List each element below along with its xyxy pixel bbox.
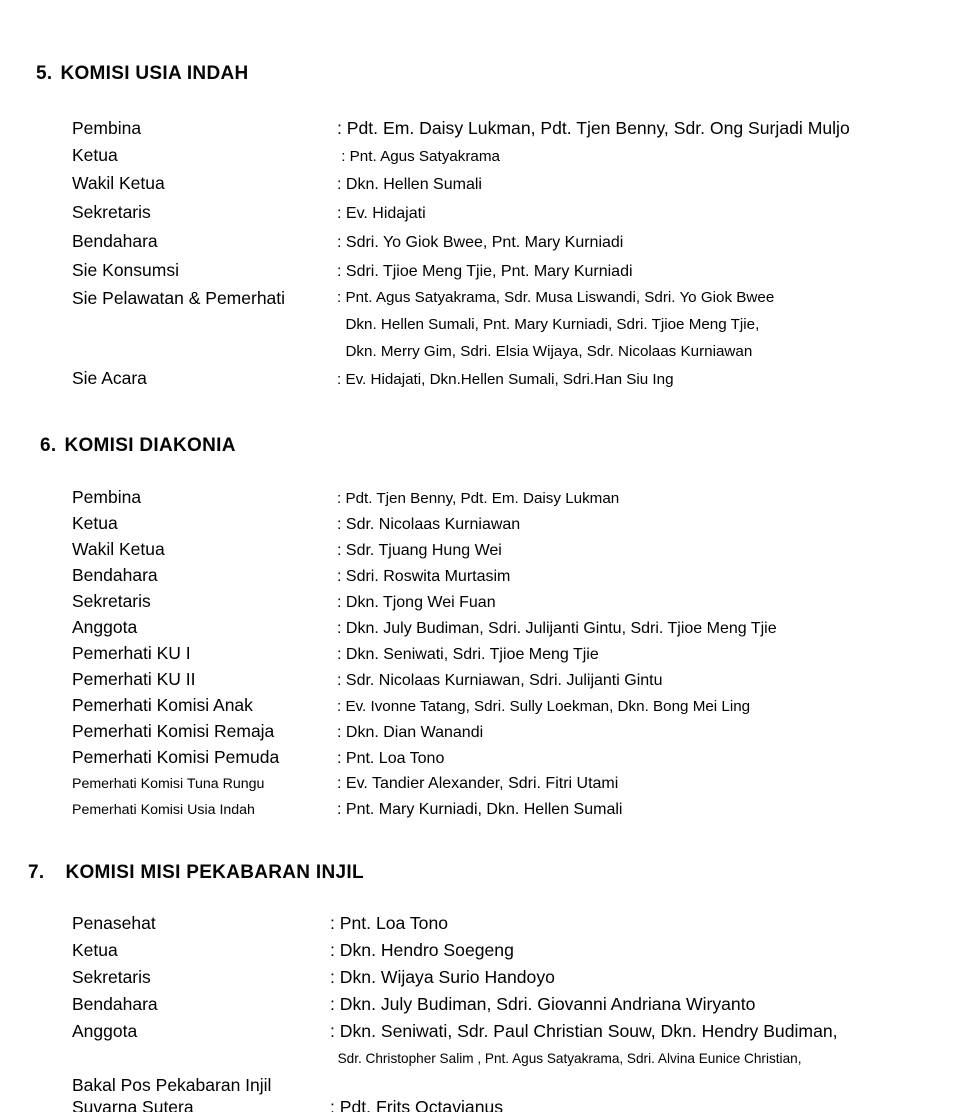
committee-row bbox=[72, 589, 979, 615]
member-names-line: : Sdri. Tjioe Meng Tjie, Pnt. Mary Kurniadi bbox=[337, 262, 633, 280]
member-names-line: : Pnt. Loa Tono bbox=[330, 913, 449, 934]
member-names-line: : Pdt. Frits Octavianus bbox=[330, 1096, 504, 1112]
member-names bbox=[330, 910, 979, 937]
member-names-line: : Sdr. Nicolaas Kurniawan, Sdri. Julijanti Gintu bbox=[337, 672, 663, 690]
committee-row bbox=[72, 228, 979, 257]
section-komisi-diakonia bbox=[0, 434, 979, 823]
member-names bbox=[337, 230, 979, 257]
member-names-line: Dkn. Hellen Sumali, Pnt. Mary Kurniadi, Sdri. Tjioe Meng Tjie, bbox=[337, 315, 760, 333]
role-label: Penasehat bbox=[72, 913, 156, 934]
committee-row bbox=[72, 797, 979, 823]
member-names bbox=[337, 144, 979, 171]
member-names bbox=[337, 694, 979, 719]
member-names-line: : Pdt. Tjen Benny, Pdt. Em. Daisy Lukman bbox=[337, 490, 620, 508]
role-label: Ketua bbox=[72, 513, 118, 534]
role-label: Pembina bbox=[72, 487, 142, 508]
member-names-line: : Pnt. Agus Satyakrama bbox=[337, 147, 500, 165]
member-names-line: : Dkn. Hendro Soegeng bbox=[330, 940, 514, 961]
role-label: Pembina bbox=[72, 118, 142, 138]
member-names bbox=[330, 964, 979, 991]
section-heading bbox=[28, 861, 979, 885]
section-heading bbox=[40, 434, 979, 458]
member-names-line: : Dkn. Dian Wanandi bbox=[337, 724, 484, 742]
member-names bbox=[337, 564, 979, 589]
committee-row bbox=[72, 745, 979, 771]
role-label: Sie Konsumsi bbox=[72, 259, 179, 280]
role-label: Pemerhati KU I bbox=[72, 643, 191, 664]
member-names bbox=[337, 512, 979, 537]
member-names-line: : Ev. Ivonne Tatang, Sdri. Sully Loekman, Dkn. Bong Mei Ling bbox=[337, 698, 751, 716]
member-names-line: : Pnt. Loa Tono bbox=[337, 750, 445, 768]
role-label: Pemerhati Komisi Pemuda bbox=[72, 747, 280, 768]
committee-row bbox=[72, 199, 979, 228]
committee-row bbox=[72, 537, 979, 563]
committee-row bbox=[72, 485, 979, 511]
role-label: Sie Acara bbox=[72, 368, 147, 389]
section-number: 6. bbox=[40, 435, 57, 457]
member-names bbox=[337, 642, 979, 667]
committee-row bbox=[72, 365, 979, 394]
member-names bbox=[337, 771, 979, 796]
section-title: KOMISI USIA INDAH bbox=[60, 63, 249, 84]
member-names bbox=[337, 367, 979, 394]
member-names bbox=[330, 937, 979, 964]
section-komisi-misi-pekabaran-injil bbox=[0, 861, 979, 1112]
committee-row bbox=[72, 142, 979, 171]
committee-row bbox=[72, 693, 979, 719]
section-rows bbox=[0, 485, 979, 823]
role-label: Bendahara bbox=[72, 565, 158, 586]
committee-row bbox=[72, 964, 979, 991]
member-names-line: Sdr. Christopher Salim , Pnt. Agus Satyakrama, Sdri. Alvina Eunice Christian, bbox=[330, 1051, 802, 1067]
role-label: Bendahara bbox=[72, 230, 158, 251]
member-names bbox=[337, 616, 979, 641]
member-names-line: : Ev. Hidajati, Dkn.Hellen Sumali, Sdri.Han Siu Ing bbox=[337, 371, 674, 389]
committee-row bbox=[72, 285, 979, 365]
role-label-line: Bakal Pos Pekabaran Injil bbox=[72, 1075, 272, 1096]
committee-row bbox=[72, 771, 979, 797]
role-label: Sie Pelawatan & Pemerhati bbox=[72, 288, 286, 309]
section-number: 7. bbox=[28, 862, 45, 884]
section-number: 5. bbox=[36, 63, 53, 84]
committee-row bbox=[72, 1075, 979, 1112]
member-names-line: : Sdri. Roswita Murtasim bbox=[337, 568, 511, 586]
member-names-line: : Sdri. Yo Giok Bwee, Pnt. Mary Kurniadi bbox=[337, 233, 624, 251]
member-names bbox=[337, 538, 979, 563]
member-names-line: : Pdt. Em. Daisy Lukman, Pdt. Tjen Benny, Sdr. Ong Surjadi Muljo bbox=[337, 118, 850, 138]
section-heading bbox=[36, 62, 979, 86]
member-names bbox=[337, 746, 979, 771]
member-names-line: : Dkn. July Budiman, Sdri. Giovanni Andriana Wiryanto bbox=[330, 994, 756, 1015]
member-names bbox=[330, 991, 979, 1018]
member-names bbox=[337, 285, 979, 365]
member-names bbox=[337, 720, 979, 745]
member-names-line: : Dkn. Hellen Sumali bbox=[337, 176, 482, 194]
committee-row bbox=[72, 257, 979, 286]
committee-row bbox=[72, 937, 979, 964]
committee-row bbox=[72, 170, 979, 199]
member-names-line: : Dkn. Seniwati, Sdr. Paul Christian Souw, Dkn. Hendry Budiman, bbox=[330, 1021, 838, 1042]
committee-row bbox=[72, 910, 979, 937]
committee-row bbox=[72, 563, 979, 589]
member-names bbox=[337, 590, 979, 615]
role-label-line: Suvarna Sutera bbox=[72, 1096, 194, 1112]
member-names-line: : Sdr. Nicolaas Kurniawan bbox=[337, 516, 521, 534]
member-names-line: : Ev. Tandier Alexander, Sdri. Fitri Utami bbox=[337, 775, 619, 793]
committee-row bbox=[72, 115, 979, 142]
committee-row bbox=[72, 641, 979, 667]
role-label: Sekretaris bbox=[72, 591, 151, 612]
role-label: Bendahara bbox=[72, 994, 158, 1015]
committee-row bbox=[72, 1018, 979, 1072]
member-names-line: : Ev. Hidajati bbox=[337, 205, 426, 223]
member-names bbox=[337, 259, 979, 286]
role-label: Ketua bbox=[72, 144, 118, 165]
section-rows bbox=[0, 115, 979, 394]
role-label: Pemerhati Komisi Anak bbox=[72, 695, 253, 716]
member-names bbox=[330, 1018, 979, 1072]
member-names bbox=[337, 486, 979, 511]
committee-row bbox=[72, 667, 979, 693]
committee-row bbox=[72, 511, 979, 537]
role-label: Pemerhati KU II bbox=[72, 669, 196, 690]
member-names-line: : Dkn. Tjong Wei Fuan bbox=[337, 594, 496, 612]
member-names-line: : Pnt. Agus Satyakrama, Sdr. Musa Liswandi, Sdri. Yo Giok Bwee bbox=[337, 289, 775, 307]
section-title: KOMISI MISI PEKABARAN INJIL bbox=[65, 862, 364, 884]
member-names bbox=[330, 1097, 979, 1112]
member-names bbox=[337, 797, 979, 822]
member-names bbox=[337, 668, 979, 693]
committee-row bbox=[72, 719, 979, 745]
member-names bbox=[337, 172, 979, 199]
role-label: Sekretaris bbox=[72, 202, 151, 223]
member-names-line: : Dkn. July Budiman, Sdri. Julijanti Gintu, Sdri. Tjioe Meng Tjie bbox=[337, 620, 777, 638]
role-label bbox=[72, 1075, 330, 1112]
role-label: Pemerhati Komisi Tuna Rungu bbox=[72, 776, 265, 793]
role-label: Pemerhati Komisi Remaja bbox=[72, 721, 275, 742]
committee-row bbox=[72, 991, 979, 1018]
role-label: Sekretaris bbox=[72, 967, 151, 988]
section-rows bbox=[0, 910, 979, 1112]
role-label: Pemerhati Komisi Usia Indah bbox=[72, 802, 255, 819]
section-title: KOMISI DIAKONIA bbox=[64, 435, 236, 457]
role-label: Ketua bbox=[72, 940, 118, 961]
member-names-line: Dkn. Merry Gim, Sdri. Elsia Wijaya, Sdr. Nicolaas Kurniawan bbox=[337, 342, 753, 360]
member-names-line: : Dkn. Wijaya Surio Handoyo bbox=[330, 967, 555, 988]
role-label: Wakil Ketua bbox=[72, 173, 165, 194]
role-label: Anggota bbox=[72, 617, 138, 638]
role-label: Wakil Ketua bbox=[72, 539, 165, 560]
member-names bbox=[337, 201, 979, 228]
member-names-line: : Sdr. Tjuang Hung Wei bbox=[337, 542, 502, 560]
member-names-line: : Pnt. Mary Kurniadi, Dkn. Hellen Sumali bbox=[337, 801, 623, 819]
committee-row bbox=[72, 615, 979, 641]
role-label: Anggota bbox=[72, 1021, 138, 1042]
member-names bbox=[337, 115, 979, 142]
section-komisi-usia-indah bbox=[0, 62, 979, 394]
member-names-line: : Dkn. Seniwati, Sdri. Tjioe Meng Tjie bbox=[337, 646, 599, 664]
